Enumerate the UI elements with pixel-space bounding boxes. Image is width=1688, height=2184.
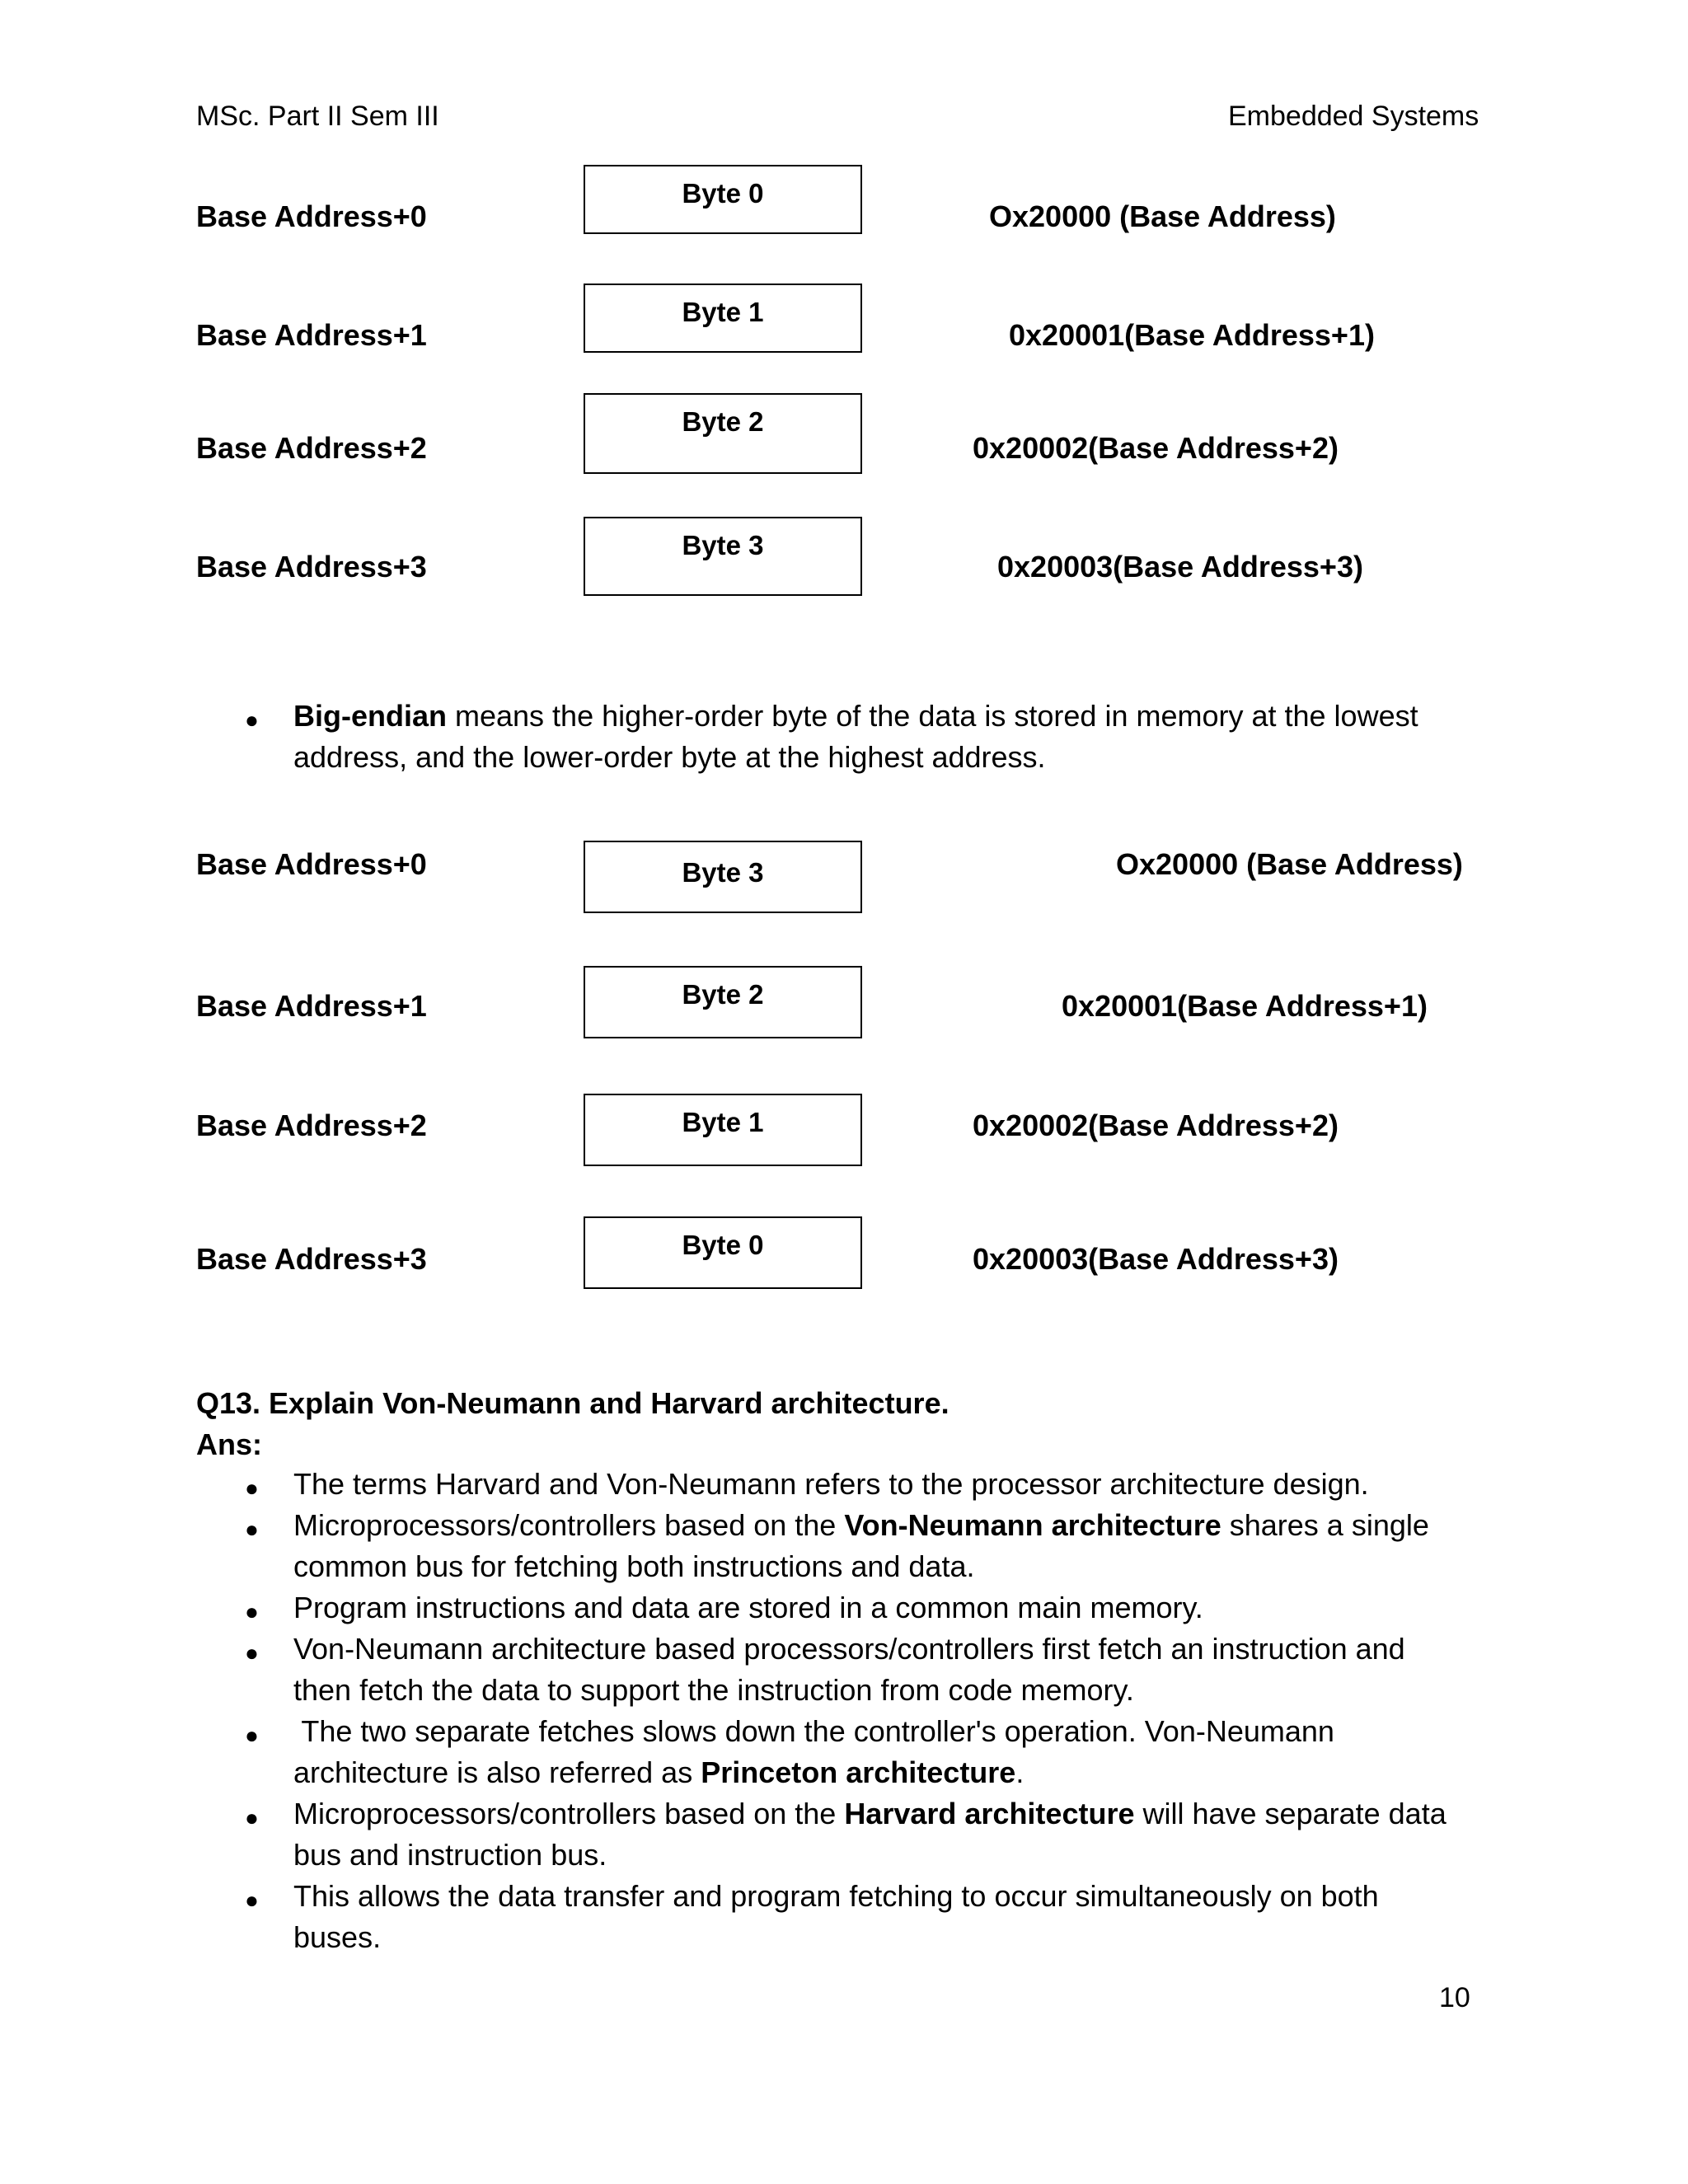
be-row-1-label: Base Address+1 [196, 989, 427, 1023]
bullet-icon: ● [245, 1887, 259, 1913]
answer-bullet-2-pre: Microprocessors/controllers based on the [293, 1508, 845, 1542]
bullet-icon: ● [245, 1640, 259, 1666]
be-row-0-byte-box [584, 841, 862, 913]
answer-bullet-2 [293, 1505, 1480, 1587]
le-row-1-address: 0x20001(Base Address+1) [1009, 318, 1375, 352]
bullet-icon: ● [245, 707, 259, 733]
le-row-3-label: Base Address+3 [196, 550, 427, 583]
le-row-0-byte: Byte 0 [682, 178, 764, 209]
le-row-2-label: Base Address+2 [196, 431, 427, 465]
bullet-icon: ● [245, 1805, 259, 1830]
answer-bullet-5-line1: The two separate fetches slows down the controller's operation. Von-Neumann [293, 1714, 1334, 1748]
be-row-2-address: 0x20002(Base Address+2) [973, 1108, 1339, 1142]
be-row-0-byte: Byte 3 [682, 857, 764, 888]
answer-bullet-2-line2: common bus for fetching both instructions and data. [293, 1549, 975, 1583]
von-neumann-term: Von-Neumann architecture [844, 1508, 1221, 1542]
princeton-term: Princeton architecture [701, 1755, 1016, 1789]
be-row-1-byte: Byte 2 [682, 979, 764, 1010]
answer-bullet-7 [293, 1876, 1480, 1958]
be-row-3-address: 0x20003(Base Address+3) [973, 1242, 1339, 1276]
le-row-1-byte-box [584, 284, 862, 353]
be-row-2-label: Base Address+2 [196, 1108, 427, 1142]
le-row-1-byte: Byte 1 [682, 297, 764, 327]
question-title: Q13. Explain Von-Neumann and Harvard architecture. [196, 1386, 950, 1420]
le-row-0-byte-box [584, 165, 862, 234]
be-row-0-address: Ox20000 (Base Address) [1116, 847, 1463, 881]
big-endian-note [293, 696, 1480, 778]
le-row-2-byte-box [584, 393, 862, 474]
big-endian-note-line1: means the higher-order byte of the data is stored in memory at the lowest [447, 699, 1418, 733]
answer-bullet-4-line1: Von-Neumann architecture based processors/controllers first fetch an instruction and [293, 1632, 1405, 1666]
le-row-1-label: Base Address+1 [196, 318, 427, 352]
answer-bullet-5 [293, 1711, 1480, 1793]
le-row-2-address: 0x20002(Base Address+2) [973, 431, 1339, 465]
harvard-term: Harvard architecture [844, 1797, 1135, 1830]
le-row-3-byte-box [584, 517, 862, 596]
answer-bullet-3 [293, 1587, 1480, 1629]
bullet-icon: ● [245, 1475, 259, 1501]
answer-bullet-6-pre: Microprocessors/controllers based on the [293, 1797, 845, 1830]
be-row-2-byte: Byte 1 [682, 1107, 764, 1137]
bullet-icon: ● [245, 1516, 259, 1542]
header-left: MSc. Part II Sem III [196, 101, 439, 132]
answer-bullet-5-post: . [1015, 1755, 1025, 1789]
big-endian-note-line2: address, and the lower-order byte at the highest address. [293, 740, 1046, 774]
be-row-0-label: Base Address+0 [196, 847, 427, 881]
be-row-1-byte-box [584, 966, 862, 1038]
be-row-1-address: 0x20001(Base Address+1) [1062, 989, 1428, 1023]
be-row-3-byte: Byte 0 [682, 1230, 764, 1260]
answer-bullet-7-line2: buses. [293, 1920, 382, 1954]
answer-bullet-6-post: will have separate data [1134, 1797, 1447, 1830]
answer-bullet-6-line2: bus and instruction bus. [293, 1838, 607, 1872]
answer-bullet-4-line2: then fetch the data to support the instruction from code memory. [293, 1673, 1134, 1707]
le-row-2-byte: Byte 2 [682, 406, 764, 437]
answer-bullet-2-post: shares a single [1221, 1508, 1429, 1542]
be-row-3-byte-box [584, 1216, 862, 1289]
be-row-2-byte-box [584, 1094, 862, 1166]
answer-bullet-1-text: The terms Harvard and Von-Neumann refers to the processor architecture design. [293, 1467, 1369, 1501]
le-row-3-byte: Byte 3 [682, 530, 764, 560]
big-endian-term: Big-endian [293, 699, 447, 733]
le-row-3-address: 0x20003(Base Address+3) [997, 550, 1363, 583]
answer-bullet-5-pre: architecture is also referred as [293, 1755, 701, 1789]
answer-bullet-4 [293, 1629, 1480, 1711]
answer-label: Ans: [196, 1427, 262, 1461]
be-row-3-label: Base Address+3 [196, 1242, 427, 1276]
le-row-0-address: Ox20000 (Base Address) [989, 199, 1336, 233]
answer-bullet-1 [293, 1464, 1480, 1505]
answer-bullet-6 [293, 1793, 1480, 1876]
header-right: Embedded Systems [1228, 101, 1479, 132]
answer-bullet-7-line1: This allows the data transfer and program fetching to occur simultaneously on both [293, 1879, 1379, 1913]
le-row-0-label: Base Address+0 [196, 199, 427, 233]
bullet-icon: ● [245, 1722, 259, 1748]
bullet-icon: ● [245, 1599, 259, 1624]
page-number: 10 [1439, 1982, 1470, 2013]
answer-bullet-3-text: Program instructions and data are stored in a common main memory. [293, 1591, 1203, 1624]
